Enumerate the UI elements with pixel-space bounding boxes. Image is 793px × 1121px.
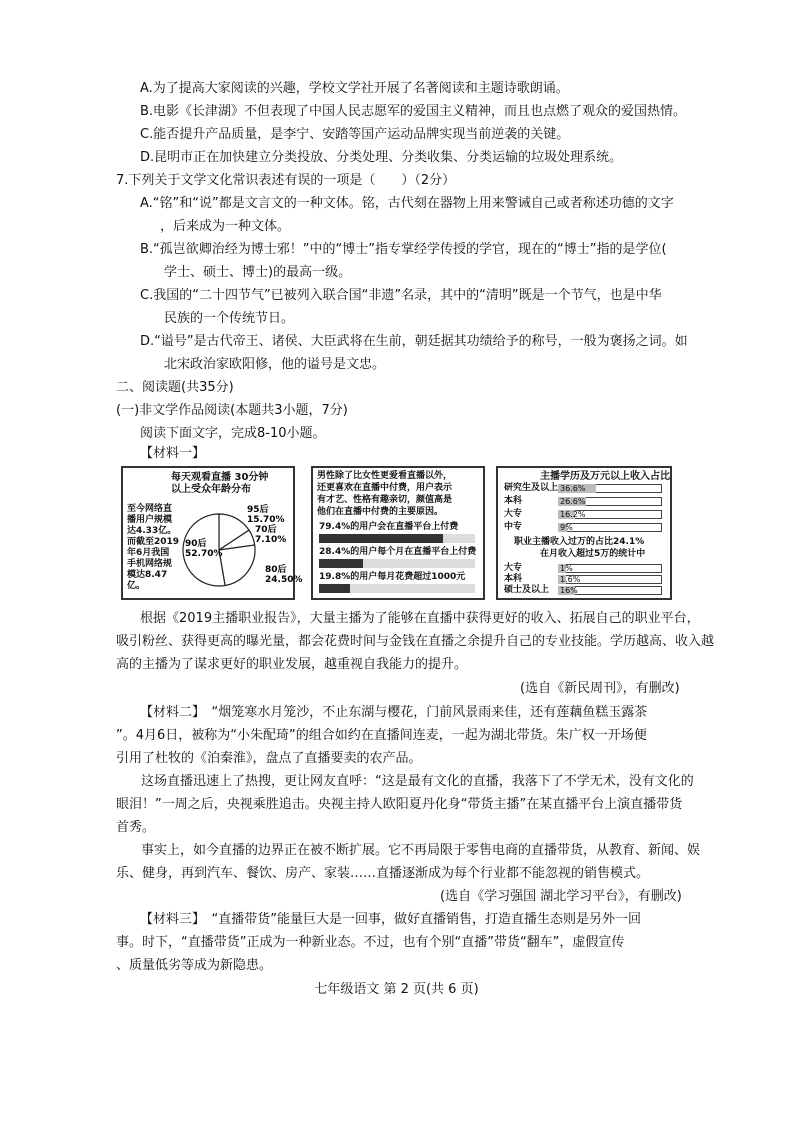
m1-para-line3: 高的主播为了谋求更好的职业发展，越重视自我能力的提升。 [116,657,468,672]
chart1-side-line: 手机网络规 [127,559,173,569]
m2-line5: 眼泪！”一周之后，央视乘胜追击。央视主持人欧阳夏丹化身“带货主播”在某直播平台上演直播带货 [116,797,683,812]
m1-para-line2: 吸引粉丝、获得更高的曝光量，都会花费时间与金钱在直播之余提升自己的专业技能。学历越高、收入越 [116,634,715,649]
pie-label: 80后 [265,565,287,575]
chart1-side-line: 达4.33亿。 [127,526,177,536]
q6-option-d: D.昆明市正在加快建立分类投放、分类处理、分类收集、分类运输的垃圾处理系统。 [140,150,623,165]
chart3-row-label: 本科 [504,496,523,506]
q6-option-b: B.电影《长津湖》不但表现了中国人民志愿军的爱国主义精神，而且也点燃了观众的爱国热情。 [140,104,687,119]
chart2-bar-fill [319,584,350,593]
q7-option-a-line1: A.“铭”和“说”都是文言文的一种文体。铭，古代刻在器物上用来警诫自己或者称述功德的文字 [140,196,674,211]
chart2-text-line: 男性除了比女性更爱看直播以外， [317,471,453,481]
chart3-rows [500,483,666,595]
chart1-side-line: 亿。 [127,581,146,591]
chart-age-distribution [121,466,303,600]
chart3-title: 主播学历及万元以上收入占比 [540,471,670,482]
chart-payment-bars [311,466,485,600]
q7-option-b-line2: 学士、硕士、博士)的最高一级。 [164,265,352,280]
chart3-row-label: 研究生及以上 [504,483,559,493]
chart3-note-1: 职业主播收入过万的占比24.1% [514,537,645,547]
m2-line2: ”。4月6日，被称为“小朱配琦”的组合如约在直播间连麦，一起为湖北带货。朱广权一开场便 [116,728,647,743]
chart1-side-line: 播用户规模 [127,515,173,525]
material-1-label: 【材料一】 [140,446,206,461]
chart3-bar-value: 16% [560,586,578,595]
m2-line1: 【材料二】 “烟笼寒水月笼沙，不止东湖与樱花，门前风景雨来佳，还有莲藕鱼糕玉露茶 [140,705,648,720]
pie-label: 24.50% [265,575,303,585]
q7-option-c-line2: 民族的一个传统节日。 [164,311,295,326]
chart3-row-label: 中专 [504,522,523,532]
pie-label: 52.70% [185,549,223,559]
chart3-bar-value: 1% [560,564,573,573]
pie-label: 95后 [247,505,269,515]
q7-option-b-line1: B.“孤岂欲卿治经为博士邪！”中的“博士”指专掌经学传授的学官，现在的“博士”指的是学位( [140,242,667,257]
m2-line4: 这场直播迅速上了热搜，更让网友直呼：“这是最有文化的直播，我落下了不学无术，没有文化的 [128,774,694,789]
chart2-bar-fill [319,534,443,543]
m2-line6: 首秀。 [116,820,156,835]
chart3-bar-value: 16.2% [560,510,586,519]
chart1-side-line: 年6月我国 [127,548,170,558]
q7-option-d-line2: 北宋政治家欧阳修，他的谥号是文忠。 [164,357,386,372]
chart3-note-2: 在月收入超过5万的统计中 [540,549,646,559]
m2-source: (选自《学习强国 湖北学习平台》，有删改) [440,889,682,904]
m2-line3: 引用了杜牧的《泊秦淮》，盘点了直播要卖的农产品。 [116,751,422,766]
m3-line3: 、质量低劣等成为新隐患。 [116,958,273,973]
q7-option-a-line2: ，后来成为一种文体。 [160,219,291,234]
chart3-row-label: 大专 [504,563,523,573]
chart2-bars [319,522,475,596]
chart3-bar-value: 9% [560,523,573,532]
chart1-title-line2: 以上受众年龄分布 [171,484,251,495]
chart2-text-line: 还更喜欢在直播中付费，用户表示 [317,483,453,493]
chart1-title-line1: 每天观看直播 30分钟 [171,472,269,483]
chart3-bar-value: 1.6% [560,575,581,584]
m1-source: (选自《新民周刊》，有删改) [520,681,680,696]
instructions: 阅读下面文字，完成8-10小题。 [140,426,326,441]
chart2-bar-label: 28.4%的用户每个月在直播平台上付费 [319,547,477,557]
m2-line8: 乐、健身，再到汽车、餐饮、房产、家装……直播逐渐成为每个行业都不能忽视的销售模式。 [116,866,650,881]
pie-label: 7.10% [255,535,287,545]
pie-label: 70后 [255,525,277,535]
m3-line1: 【材料三】 “直播带货”能量巨大是一回事，做好直播销售，打造直播生态则是另外一回 [140,912,641,927]
chart2-text-line: 有才艺、性格有趣亲切，颜值高是 [317,495,453,505]
q7-option-c-line1: C.我国的“二十四节气”已被列入联合国“非遗”名录，其中的“清明”既是一个节气，也是中华 [140,288,662,303]
chart3-bar-track [558,564,662,573]
chart3-bar-value: 26.6% [560,497,586,506]
q6-option-a: A.为了提高大家阅读的兴趣，学校文学社开展了名著阅读和主题诗歌朗诵。 [140,81,569,96]
chart1-side-line: 模达8.47 [127,570,168,580]
chart3-bar-value: 36.6% [560,484,586,493]
chart2-bar-label: 79.4%的用户会在直播平台上付费 [319,522,459,532]
chart1-side-line: 至今网络直 [127,504,173,514]
q6-option-c: C.能否提升产品质量，是李宁、安踏等国产运动品牌实现当前逆袭的关键。 [140,127,570,142]
chart3-row-label: 硕士及以上 [504,585,550,595]
page-footer: 七年级语文 第 2 页(共 6 页) [314,982,479,997]
q7-stem: 7.下列关于文学文化常识表述有误的一项是（ ）（2分） [116,173,456,188]
chart2-bar-fill [319,559,363,568]
chart3-row-label: 大专 [504,509,523,519]
chart2-text-line: 他们在直播中付费的主要原因。 [317,507,444,517]
chart-education-income [496,466,672,600]
pie-label: 90后 [185,539,207,549]
m2-line7: 事实上，如今直播的边界正在被不断扩展。它不再局限于零售电商的直播带货，从教育、新闻、娱 [128,843,701,858]
chart2-bar-label: 19.8%的用户每月花费超过1000元 [319,572,466,582]
chart1-pie [185,500,303,594]
chart3-bar-track [558,523,662,532]
q7-option-d-line1: D.“谥号”是古代帝王、诸侯、大臣武将在生前，朝廷据其功绩给予的称号，一般为褒扬之词。如 [140,334,688,349]
chart1-side-line: 而截至2019 [127,537,180,547]
m1-para-line1: 根据《2019主播职业报告》，大量主播为了能够在直播中获得更好的收入、拓展自己的职业平台， [140,611,700,626]
chart3-row-label: 本科 [504,574,523,584]
m3-line2: 事。时下，“直播带货”正成为一种新业态。不过，也有个别“直播”带货“翻车”，虚假宣传 [116,935,625,950]
subsection-heading: (一)非文学作品阅读(本题共3小题，7分) [116,403,348,418]
section-heading: 二、阅读题(共35分) [116,380,234,395]
pie-label: 15.70% [247,515,285,525]
